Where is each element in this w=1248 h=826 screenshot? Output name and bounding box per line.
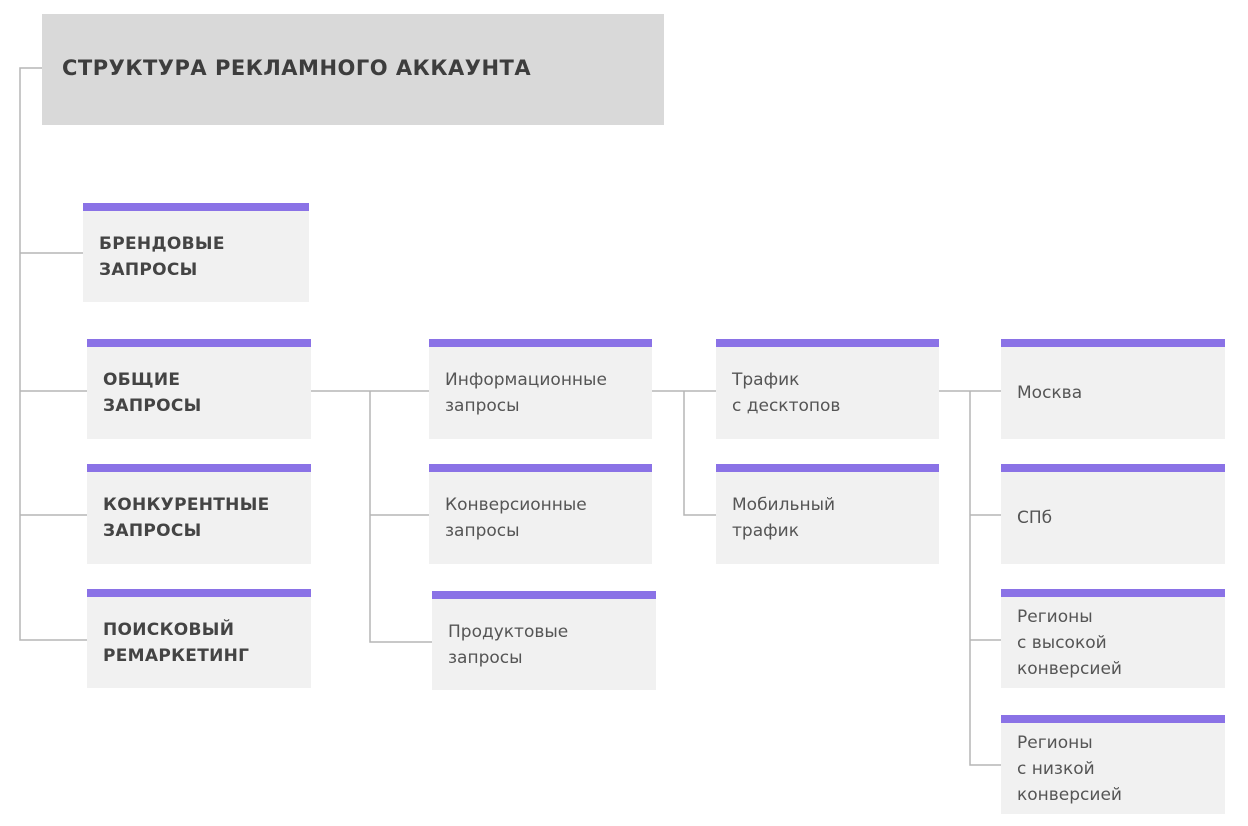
node-search-remarketing bbox=[87, 589, 311, 688]
node-low-conversion-regions bbox=[1001, 715, 1225, 814]
node-label: Регионы с высокой конверсией bbox=[1017, 606, 1122, 679]
node-conversion-queries bbox=[429, 464, 652, 564]
node-mobile-traffic bbox=[716, 464, 939, 564]
diagram-title-box bbox=[42, 14, 664, 125]
node-desktop-traffic bbox=[716, 339, 939, 439]
node-spb bbox=[1001, 464, 1225, 564]
node-label: Информационные запросы bbox=[445, 370, 607, 416]
node-label: КОНКУРЕНТНЫЕ ЗАПРОСЫ bbox=[103, 495, 270, 541]
node-product-queries bbox=[432, 591, 656, 690]
node-informational-queries bbox=[429, 339, 652, 439]
node-label: СПб bbox=[1017, 508, 1053, 528]
node-label: Трафик с десктопов bbox=[732, 370, 841, 416]
node-competitor-queries bbox=[87, 464, 311, 564]
node-label: Регионы с низкой конверсией bbox=[1017, 732, 1122, 805]
node-high-conversion-regions bbox=[1001, 589, 1225, 688]
diagram-title: СТРУКТУРА РЕКЛАМНОГО АККАУНТА bbox=[62, 56, 532, 80]
node-general-queries bbox=[87, 339, 311, 439]
node-label: Конверсионные запросы bbox=[445, 495, 587, 541]
node-label: Мобильный трафик bbox=[732, 495, 836, 541]
node-label: БРЕНДОВЫЕ ЗАПРОСЫ bbox=[99, 233, 225, 280]
node-label: ОБЩИЕ ЗАПРОСЫ bbox=[103, 370, 202, 416]
node-label: ПОИСКОВЫЙ РЕМАРКЕТИНГ bbox=[103, 619, 250, 666]
node-label: Москва bbox=[1017, 383, 1083, 403]
node-brand-queries bbox=[83, 203, 309, 302]
node-moscow bbox=[1001, 339, 1225, 439]
node-label: Продуктовые запросы bbox=[448, 621, 569, 668]
